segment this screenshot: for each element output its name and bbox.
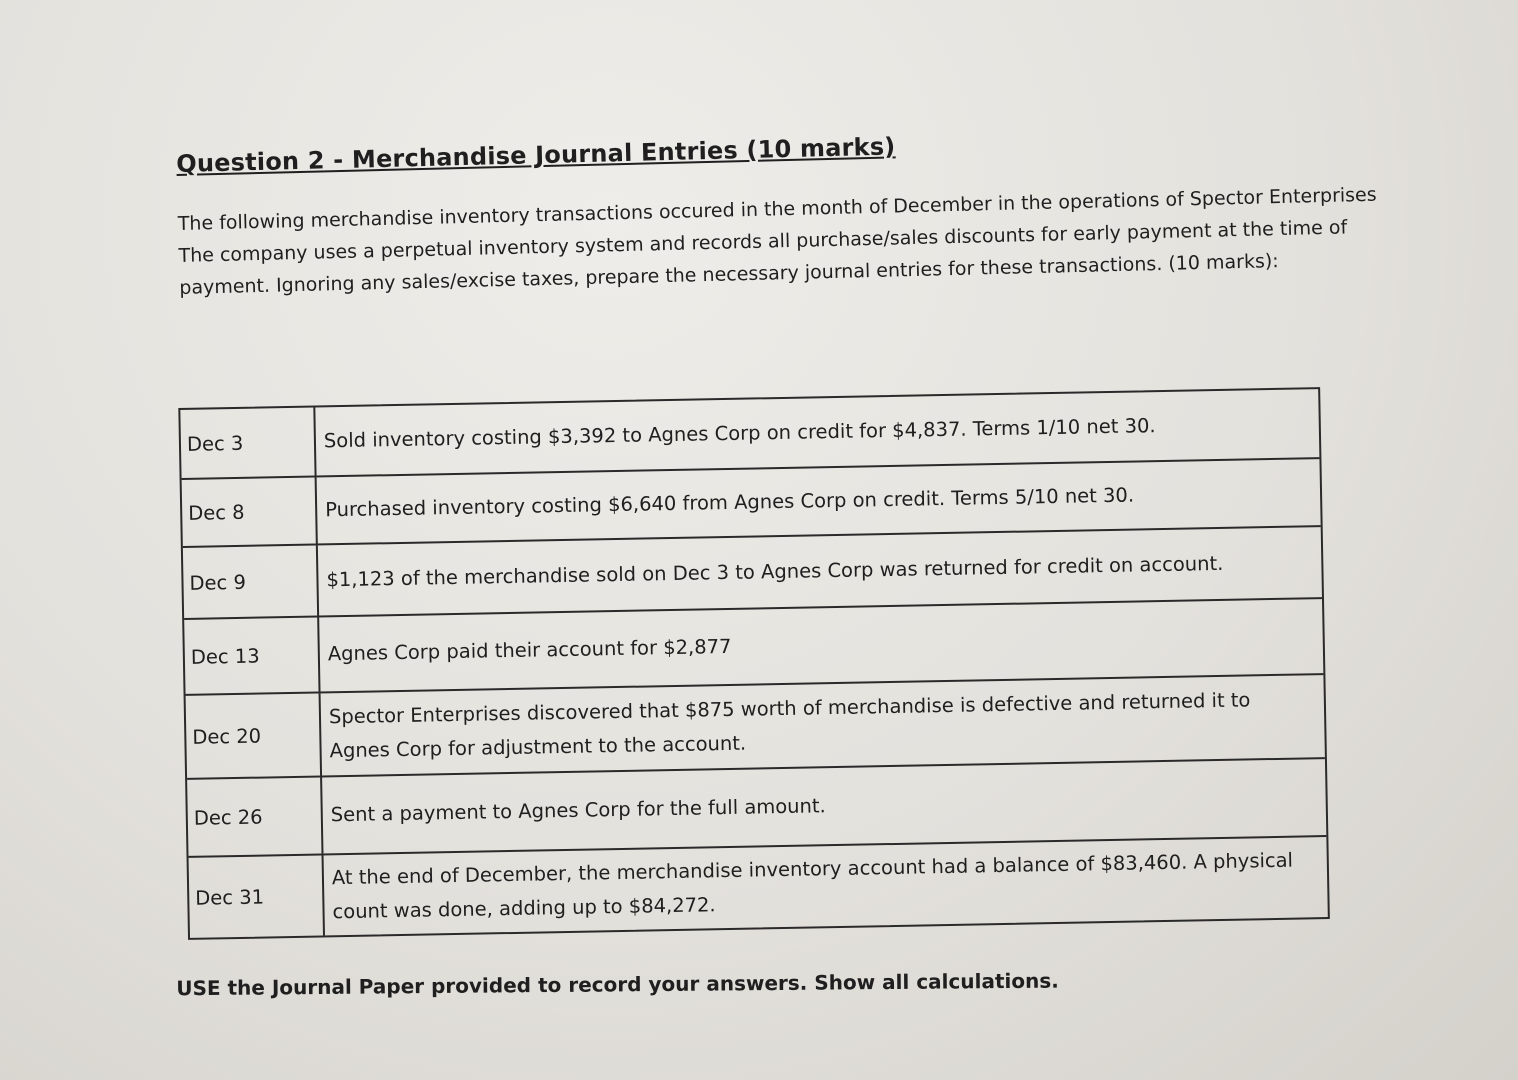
transaction-description: At the end of December, the merchandise inventory account had a balance of $83,460. A physical count was done, adding up to $84,272. (331, 848, 1294, 924)
transaction-description: Purchased inventory costing $6,640 from Agnes Corp on credit. Terms 5/10 net 30. (324, 483, 1135, 522)
transactions-table (178, 387, 1330, 940)
question-intro: The following merchandise inventory transactions occured in the month of December in the operations of Spector Enterprises The company uses a perpetual inventory system and records all purchase/sales discounts for early payment at the time of payment. Ignoring any sales/excise taxes, prepare the necessary journal entries for these transactions. (10 marks): (177, 183, 1377, 299)
transaction-description: Spector Enterprises discovered that $875 worth of merchandise is defective and returned it to Agnes Corp for adjustment to the account. (328, 688, 1251, 763)
transaction-description: Agnes Corp paid their account for $2,877 (327, 634, 732, 666)
transaction-date: Dec 8 (182, 477, 318, 545)
transaction-description: Sent a payment to Agnes Corp for the full amount. (330, 794, 826, 827)
transaction-description: Sold inventory costing $3,392 to Agnes Corp on credit for $4,837. Terms 1/10 net 30. (323, 414, 1156, 453)
transaction-date: Dec 20 (186, 693, 322, 777)
question-title: Question 2 - Merchandise Journal Entries (10 marks) (176, 132, 896, 178)
transaction-date: Dec 31 (189, 855, 325, 937)
transaction-date: Dec 13 (184, 617, 320, 693)
question-block (176, 121, 1377, 1001)
transaction-description: $1,123 of the merchandise sold on Dec 3 to Agnes Corp was returned for credit on account. (326, 551, 1224, 592)
transaction-date: Dec 3 (180, 408, 316, 478)
transaction-date: Dec 9 (183, 545, 319, 617)
transaction-date: Dec 26 (187, 777, 323, 855)
instructions-footer: USE the Journal Paper provided to record your answers. Show all calculations. (176, 968, 1059, 1001)
